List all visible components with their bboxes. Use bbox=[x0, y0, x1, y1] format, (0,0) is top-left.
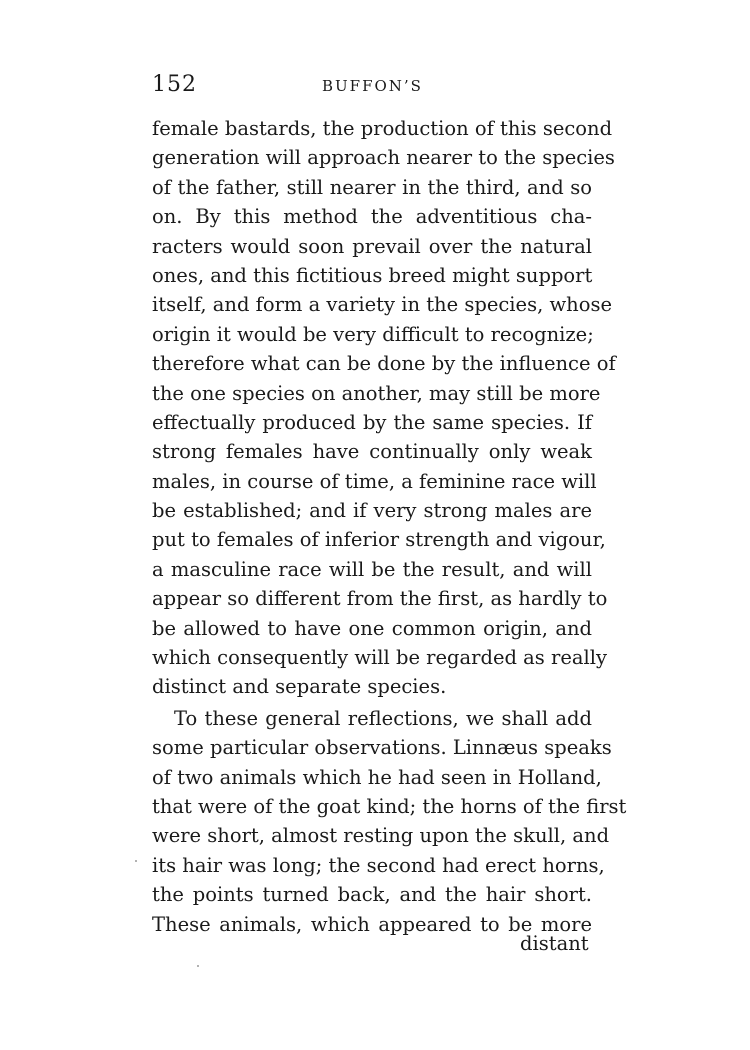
page-header bbox=[152, 72, 590, 102]
text-line: were short, almost resting upon the skull, and bbox=[152, 824, 610, 848]
running-title: BUFFON’S bbox=[322, 77, 423, 95]
text-line: distinct and separate species. bbox=[152, 675, 447, 699]
text-line: that were of the goat kind; the horns of the first bbox=[152, 794, 627, 818]
text-line: be allowed to have one common origin, and bbox=[152, 616, 592, 640]
text-line: which consequently will be regarded as really bbox=[152, 646, 607, 670]
body-text bbox=[152, 114, 627, 939]
text-line: origin it would be very difficult to recognize; bbox=[152, 322, 594, 346]
text-line: a masculine race will be the result, and will bbox=[152, 557, 592, 581]
text-line: female bastards, the production of this second bbox=[152, 117, 613, 140]
text-line: To these general reflections, we shall add bbox=[174, 706, 592, 730]
text-line: strong females have continually only weak bbox=[152, 440, 592, 464]
text-line: put to females of inferior strength and vigour, bbox=[152, 528, 606, 552]
page-number: 152 bbox=[152, 72, 197, 97]
text-line: males, in course of time, a feminine race will bbox=[152, 469, 597, 493]
catchword: distant bbox=[520, 932, 589, 955]
text-line: of two animals which he had seen in Holland, bbox=[152, 765, 602, 789]
text-line: effectually produced by the same species. If bbox=[152, 410, 592, 434]
text-line: on. By this method the adventitious cha- bbox=[152, 205, 592, 229]
text-line: generation will approach nearer to the species bbox=[152, 146, 615, 170]
paper-speck bbox=[197, 965, 199, 967]
paragraph-2 bbox=[152, 704, 627, 939]
text-line: its hair was long; the second had erect horns, bbox=[152, 853, 605, 877]
text-line: therefore what can be done by the influence of bbox=[152, 352, 616, 376]
text-line: itself, and form a variety in the species, whose bbox=[152, 293, 613, 317]
text-line: appear so different from the first, as hardly to bbox=[152, 587, 608, 611]
text-line: These animals, which appeared to be more bbox=[152, 912, 592, 936]
text-line: ones, and this fictitious breed might support bbox=[152, 263, 593, 287]
text-line: the points turned back, and the hair short. bbox=[152, 883, 592, 907]
text-line: be established; and if very strong males are bbox=[152, 499, 592, 523]
text-line: some particular observations. Linnæus speaks bbox=[152, 736, 612, 760]
text-line: the one species on another, may still be more bbox=[152, 381, 601, 405]
paper-speck bbox=[135, 860, 137, 862]
paragraph-1 bbox=[152, 114, 616, 702]
text-line: of the father, still nearer in the third, and so bbox=[152, 175, 592, 199]
text-line: racters would soon prevail over the natural bbox=[152, 234, 592, 258]
